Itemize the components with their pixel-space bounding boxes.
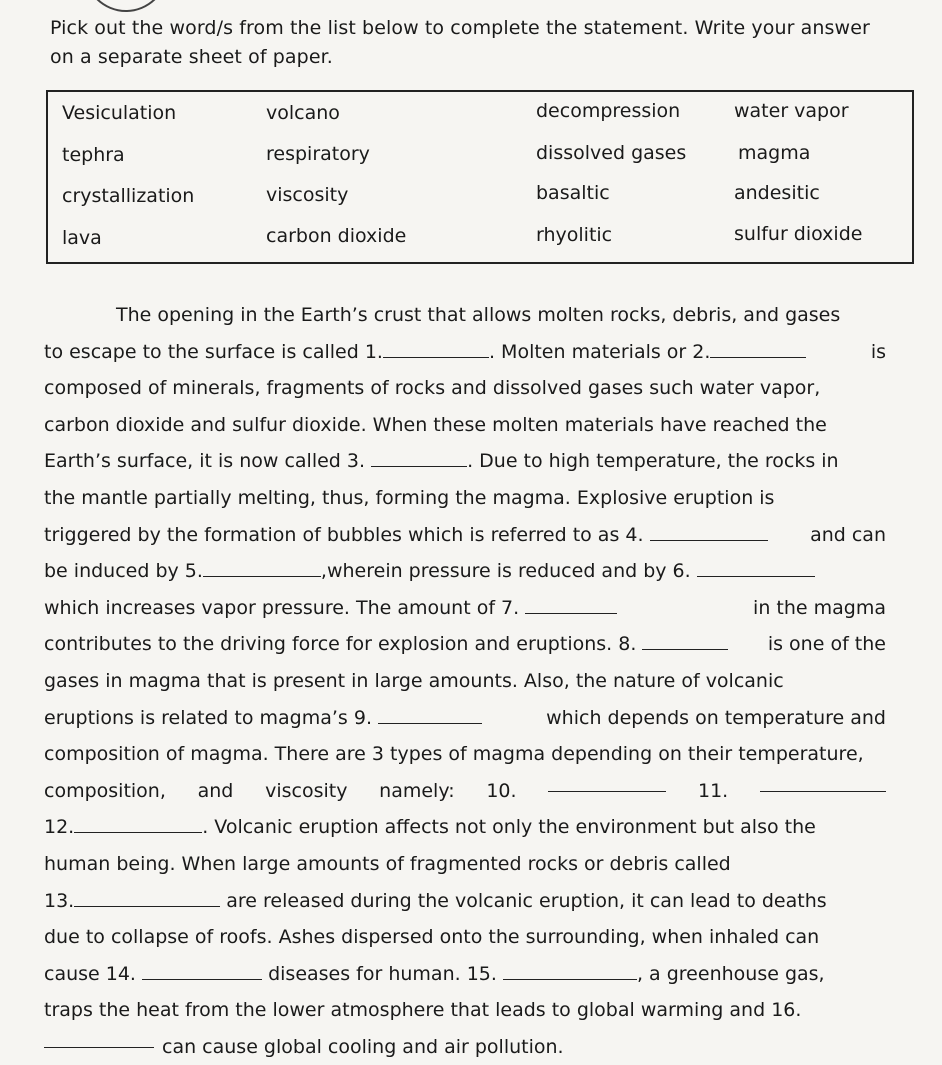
passage-text: in the magma [753,596,886,619]
passage-text: to escape to the surface is called 1. . Molten materials or 2. [44,334,806,371]
passage-text: which depends on temperature and [546,706,886,729]
word-carbon-dioxide: carbon dioxide [266,225,407,247]
blank-1 [383,339,489,358]
passage-text: Earth’s surface, it is now called 3. . Due to high temperature, the rocks in [44,450,839,473]
passage-line [44,736,886,773]
blank-2 [710,339,806,358]
blank-6 [697,558,815,577]
passage-line [44,370,886,407]
passage-line [44,517,886,554]
word-sulfur-dioxide: sulfur dioxide [734,223,863,245]
passage-line [44,992,886,1029]
blank-14 [142,961,262,980]
word-list-box [46,90,914,264]
passage-line [44,773,886,810]
passage-text: is [870,340,886,363]
passage-text: 13. are released during the volcanic eruption, it can lead to deaths [44,889,827,912]
word-water-vapor: water vapor [734,100,849,122]
passage-text: triggered by the formation of bubbles which is referred to as 4. [44,517,768,554]
passage-line [44,846,886,883]
passage-text: and can [810,523,886,546]
passage-text: composition of magma. There are 3 types of magma depending on their temperature, [44,743,864,766]
passage-text: composition, [44,779,166,802]
passage-text: cause 14. diseases for human. 15. , a greenhouse gas, [44,962,825,985]
passage-line [44,443,886,480]
word-decompression: decompression [536,100,681,122]
passage-line [44,1029,886,1065]
passage-text: 12. . Volcanic eruption affects not only the environment but also the [44,816,816,839]
blank-11 [760,773,886,792]
passage-text: 11. [697,779,729,802]
passage-text: carbon dioxide and sulfur dioxide. When these molten materials have reached the [44,413,827,436]
passage-line [44,297,886,334]
passage-line [44,956,886,993]
passage-text: viscosity [265,779,348,802]
passage-text: which increases vapor pressure. The amount of 7. [44,590,617,627]
passage-text: gases in magma that is present in large amounts. Also, the nature of volcanic [44,669,784,692]
passage [44,297,886,1065]
word-basaltic: basaltic [536,182,610,204]
instructions-line-1: Pick out the word/s from the list below to complete the statement. Write your answer [50,17,870,39]
word-magma: magma [738,142,811,164]
blank-10 [548,773,666,792]
passage-text: The opening in the Earth’s crust that allows molten rocks, debris, and gases [116,304,841,326]
word-andesitic: andesitic [734,182,820,204]
passage-text: contributes to the driving force for explosion and eruptions. 8. [44,626,728,663]
word-tephra: tephra [62,144,125,166]
passage-line [44,663,886,700]
passage-text: eruptions is related to magma’s 9. [44,700,482,737]
blank-5 [203,558,321,577]
word-volcano: volcano [266,102,340,124]
passage-text: is one of the [767,633,886,656]
passage-line [44,480,886,517]
word-respiratory: respiratory [266,143,370,165]
passage-text: namely: [379,779,455,802]
passage-line [44,590,886,627]
passage-text: composed of minerals, fragments of rocks and dissolved gases such water vapor, [44,377,821,400]
blank-8 [642,631,728,650]
page-top-arc [84,0,168,12]
blank-4 [650,522,768,541]
passage-text: and [197,779,234,802]
passage-line [44,883,886,920]
blank-7 [525,595,617,614]
word-vesiculation: Vesiculation [62,102,177,124]
passage-line [44,626,886,663]
word-viscosity: viscosity [266,184,349,206]
passage-text: human being. When large amounts of fragmented rocks or debris called [44,852,731,875]
blank-15 [503,961,637,980]
blank-9 [378,705,482,724]
word-crystallization: crystallization [62,185,195,207]
passage-text: the mantle partially melting, thus, forming the magma. Explosive eruption is [44,486,775,509]
passage-text: be induced by 5. ,wherein pressure is reduced and by 6. [44,553,815,590]
passage-line [44,919,886,956]
passage-line [44,553,886,590]
word-dissolved-gases: dissolved gases [536,142,687,164]
passage-line [44,700,886,737]
instructions [50,14,910,72]
passage-line [44,407,886,444]
passage-text: 10. [486,779,517,802]
blank-12 [74,814,202,833]
passage-line [44,809,886,846]
word-rhyolitic: rhyolitic [536,224,613,246]
passage-text: traps the heat from the lower atmosphere that leads to global warming and 16. [44,999,802,1022]
blank-3 [371,448,467,467]
instructions-line-2: on a separate sheet of paper. [50,46,333,68]
passage-text: can cause global cooling and air pollution. [162,1035,564,1058]
blank-16 [44,1029,154,1048]
passage-text: due to collapse of roofs. Ashes dispersed onto the surrounding, when inhaled can [44,926,820,949]
passage-line [44,334,886,371]
word-lava: lava [62,227,102,249]
blank-13 [74,888,220,907]
